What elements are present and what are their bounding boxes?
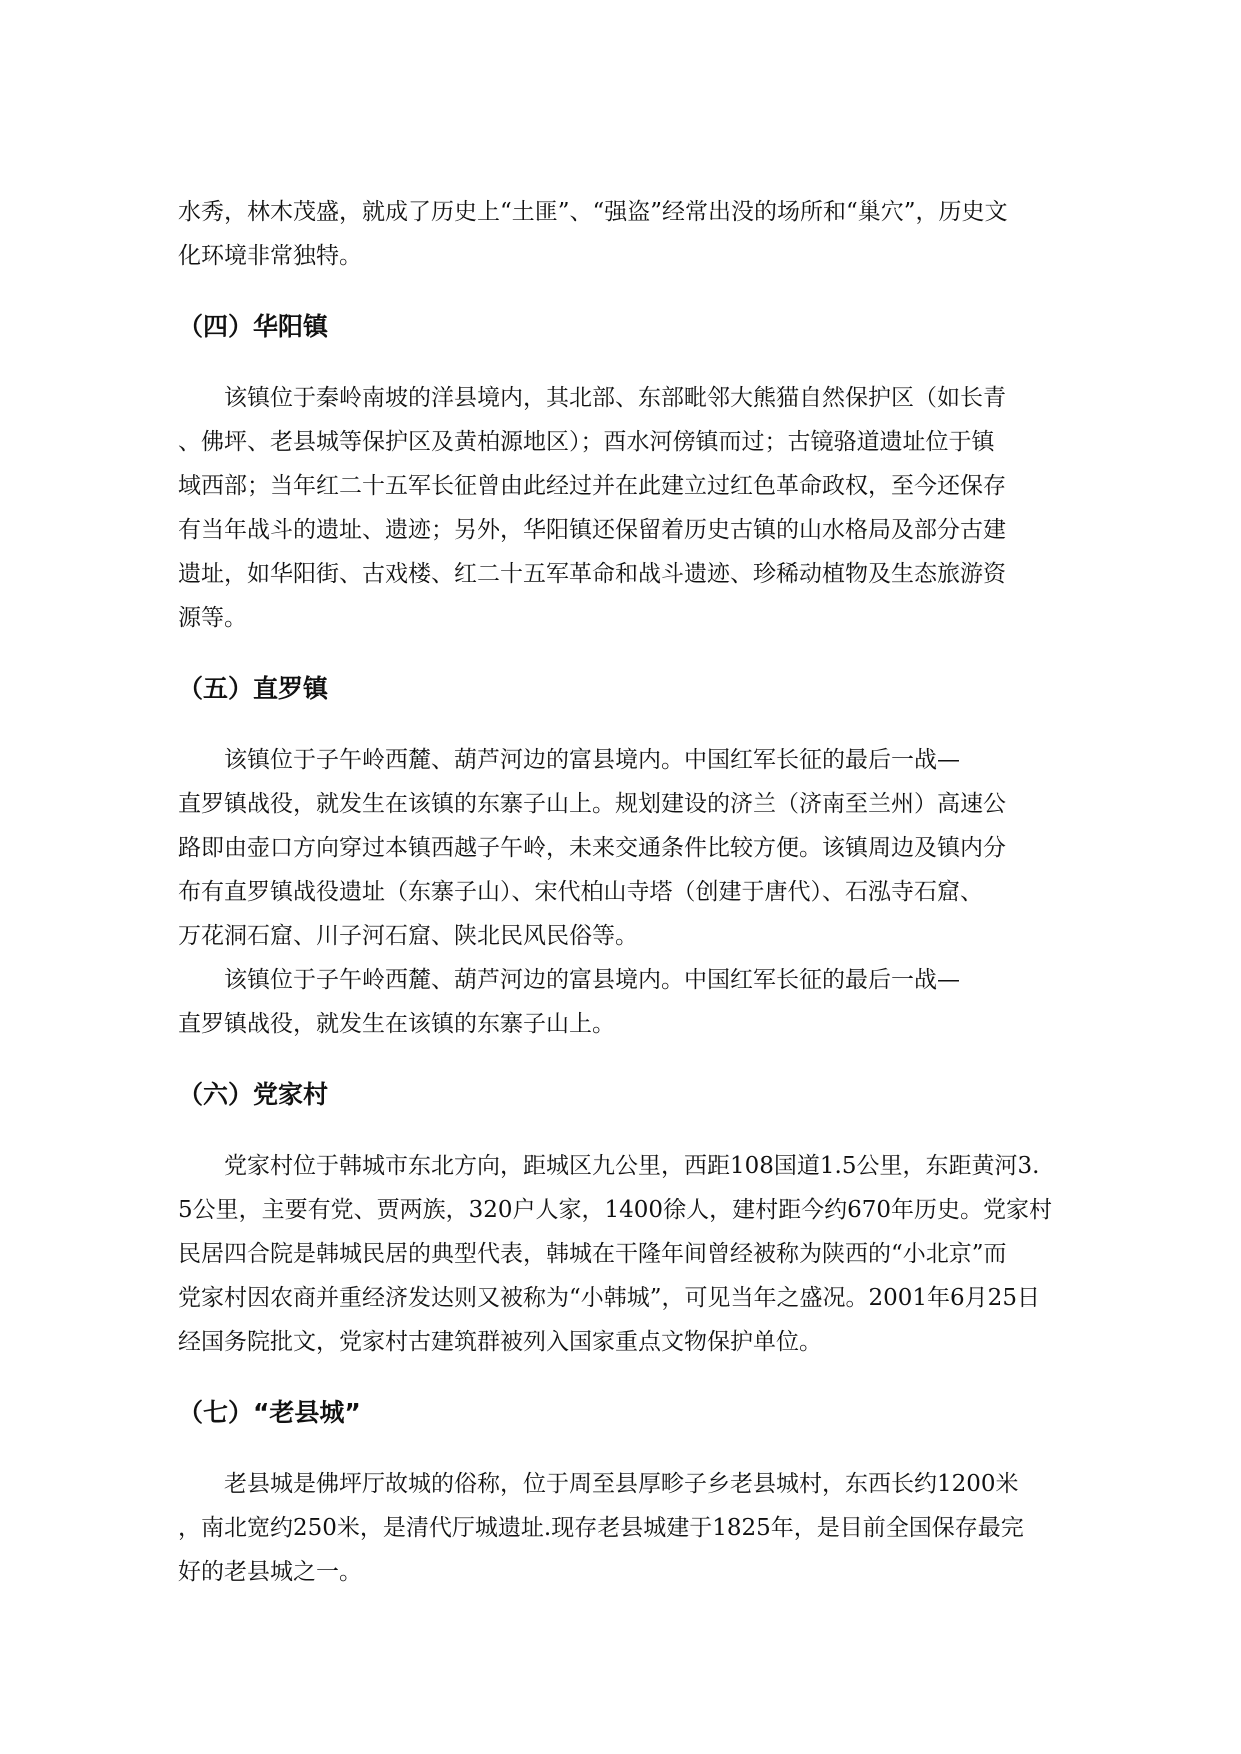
intro-paragraph [178,190,1063,278]
text-line: 路即由壶口方向穿过本镇西越子午岭，未来交通条件比较方便。该镇周边及镇内分 [178,835,1006,861]
paragraph-dangjiacun [178,1144,1063,1364]
paragraph-huayang [178,376,1063,640]
text-line: 该镇位于子午岭西麓、葫芦河边的富县境内。中国红军长征的最后一战— [178,747,960,773]
text-line: 老县城是佛坪厅故城的俗称，位于周至县厚畛子乡老县城村，东西长约1200米 [178,1471,1019,1497]
text-line: 党家村因农商并重经济发达则又被称为“小韩城”，可见当年之盛况。2001年6月25日 [178,1285,1040,1311]
text-line: 好的老县城之一。 [178,1559,362,1585]
text-line: 民居四合院是韩城民居的典型代表，韩城在干隆年间曾经被称为陕西的“小北京”而 [178,1241,1007,1267]
text-line: 直罗镇战役，就发生在该镇的东寨子山上。规划建设的济兰（济南至兰州）高速公 [178,791,1006,817]
text-line: 域西部；当年红二十五军长征曾由此经过并在此建立过红色革命政权，至今还保存 [178,473,1006,499]
section-heading-laoxiancheng: （七）“老县城” [178,1398,361,1427]
document-page [178,190,1063,1594]
paragraph-zhiluo [178,738,1063,958]
text-line: 化环境非常独特。 [178,243,362,269]
text-line: 有当年战斗的遗址、遗迹；另外，华阳镇还保留着历史古镇的山水格局及部分古建 [178,517,1006,543]
text-line: 党家村位于韩城市东北方向，距城区九公里，西距108国道1.5公里，东距黄河3. [178,1153,1040,1179]
section-heading-dangjiacun: （六）党家村 [178,1080,329,1109]
text-line: ，南北宽约250米，是清代厅城遗址.现存老县城建于1825年，是目前全国保存最完 [178,1515,1024,1541]
text-line: 源等。 [178,605,247,631]
text-line: 该镇位于秦岭南坡的洋县境内，其北部、东部毗邻大熊猫自然保护区（如长青 [178,385,1006,411]
text-line: 该镇位于子午岭西麓、葫芦河边的富县境内。中国红军长征的最后一战— [178,967,960,993]
text-line: 万花洞石窟、川子河石窟、陕北民风民俗等。 [178,923,638,949]
section-heading-zhiluo: （五）直罗镇 [178,674,329,703]
text-line: 水秀，林木茂盛，就成了历史上“土匪”、“强盗”经常出没的场所和“巢穴”，历史文 [178,199,1008,225]
text-line: 、佛坪、老县城等保护区及黄柏源地区）；酉水河傍镇而过；古镜骆道遗址位于镇 [178,429,995,455]
paragraph-zhiluo-repeat [178,958,1063,1046]
text-line: 5公里，主要有党、贾两族，320户人家，1400徐人，建村距今约670年历史。党家村 [178,1197,1052,1223]
text-line: 遗址，如华阳街、古戏楼、红二十五军革命和战斗遗迹、珍稀动植物及生态旅游资 [178,561,1006,587]
paragraph-laoxiancheng [178,1462,1063,1594]
text-line: 直罗镇战役，就发生在该镇的东寨子山上。 [178,1011,615,1037]
section-heading-huayang: （四）华阳镇 [178,312,329,341]
text-line: 布有直罗镇战役遗址（东寨子山）、宋代柏山寺塔（创建于唐代）、石泓寺石窟、 [178,879,983,905]
text-line: 经国务院批文，党家村古建筑群被列入国家重点文物保护单位。 [178,1329,822,1355]
